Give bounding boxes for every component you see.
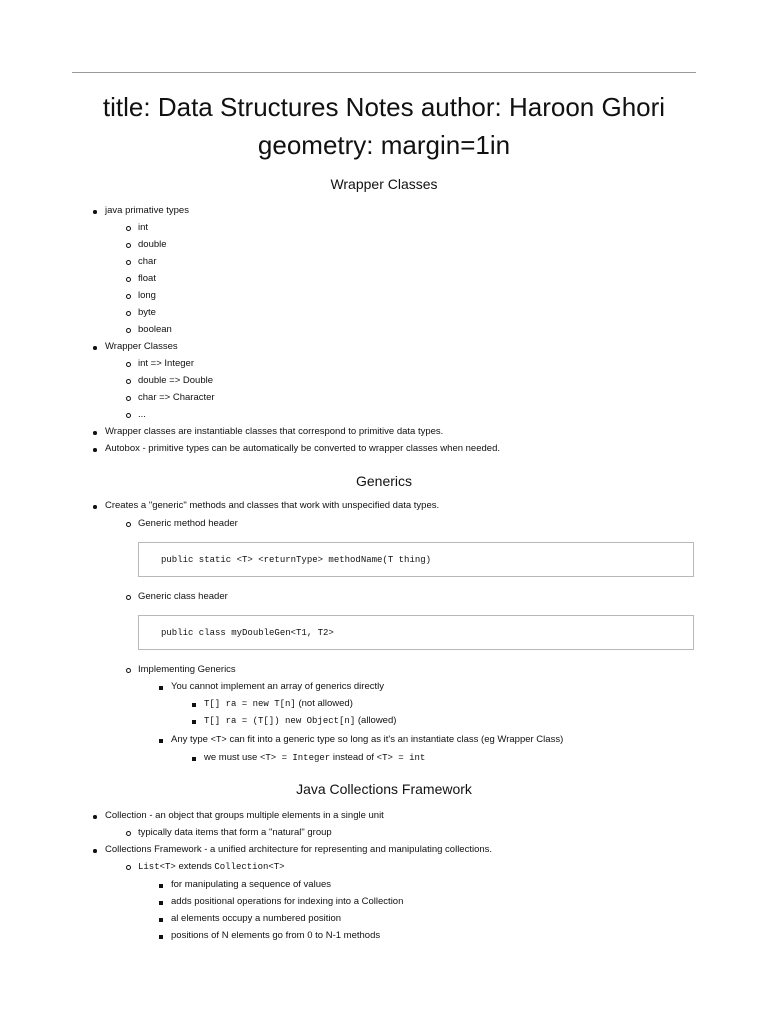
list-item: int [138, 222, 148, 234]
list-item: adds positional operations for indexing into a Collection [171, 896, 403, 908]
bullet-disc-icon [93, 505, 97, 509]
bullet-circle-icon [126, 865, 131, 870]
section-heading-generics: Generics [355, 473, 413, 489]
bullet-square-icon [159, 739, 163, 743]
section-heading-wrapper-classes: Wrapper Classes [330, 176, 438, 192]
list-item: Generic method header [138, 518, 238, 530]
bullet-circle-icon [126, 260, 131, 265]
bullet-circle-icon [126, 668, 131, 673]
code-text: public class myDoubleGen<T1, T2> [161, 628, 334, 638]
list-item: float [138, 273, 156, 285]
list-item: Generic class header [138, 591, 228, 603]
list-item: Implementing Generics [138, 664, 236, 676]
bullet-circle-icon [126, 522, 131, 527]
bullet-square-icon [159, 686, 163, 690]
inline-code: List<T> [138, 862, 176, 872]
list-item: for manipulating a sequence of values [171, 879, 331, 891]
list-item: ... [138, 409, 146, 421]
list-item: typically data items that form a "natural" group [138, 827, 332, 839]
bullet-disc-icon [93, 448, 97, 452]
inline-code: <T> = Integer [259, 753, 331, 763]
bullet-square-icon [159, 884, 163, 888]
list-item: al elements occupy a numbered position [171, 913, 341, 925]
bullet-circle-icon [126, 226, 131, 231]
top-horizontal-rule [72, 72, 696, 73]
list-item: long [138, 290, 156, 302]
bullet-circle-icon [126, 831, 131, 836]
inline-code: <T> [210, 735, 227, 745]
list-item: we must use <T> = Integer instead of <T> = int [204, 752, 425, 764]
list-item: Autobox - primitive types can be automatically be converted to wrapper classes when needed. [105, 443, 500, 455]
bullet-circle-icon [126, 243, 131, 248]
bullet-disc-icon [93, 210, 97, 214]
list-item: boolean [138, 324, 172, 336]
bullet-circle-icon [126, 311, 131, 316]
inline-code: <T> = int [376, 753, 426, 763]
bullet-square-icon [192, 720, 196, 724]
list-item: double => Double [138, 375, 213, 387]
bullet-square-icon [159, 935, 163, 939]
code-block-class-header [138, 615, 694, 650]
bullet-circle-icon [126, 396, 131, 401]
bullet-square-icon [192, 703, 196, 707]
list-item: Collection - an object that groups multiple elements in a single unit [105, 810, 384, 822]
list-item: byte [138, 307, 156, 319]
list-item: List<T> extends Collection<T> [138, 861, 285, 873]
list-item: Creates a "generic" methods and classes that work with unspecified data types. [105, 500, 439, 512]
bullet-disc-icon [93, 815, 97, 819]
bullet-disc-icon [93, 431, 97, 435]
list-item: Collections Framework - a unified architecture for representing and manipulating collections. [105, 844, 492, 856]
list-item: Wrapper classes are instantiable classes that correspond to primitive data types. [105, 426, 443, 438]
bullet-circle-icon [126, 277, 131, 282]
code-block-method-header [138, 542, 694, 577]
list-item: Wrapper Classes [105, 341, 178, 353]
bullet-circle-icon [126, 379, 131, 384]
bullet-square-icon [192, 757, 196, 761]
section-heading-collections: Java Collections Framework [296, 781, 472, 797]
bullet-square-icon [159, 901, 163, 905]
inline-code: T[] ra = (T[]) new Object[n] [204, 716, 356, 726]
list-item: T[] ra = new T[n] (not allowed) [204, 698, 353, 710]
list-item: You cannot implement an array of generics directly [171, 681, 384, 693]
list-item: T[] ra = (T[]) new Object[n] (allowed) [204, 715, 396, 727]
bullet-circle-icon [126, 413, 131, 418]
bullet-circle-icon [126, 328, 131, 333]
bullet-circle-icon [126, 294, 131, 299]
code-text: public static <T> <returnType> methodName(T thing) [161, 555, 432, 565]
bullet-disc-icon [93, 849, 97, 853]
list-item: char [138, 256, 156, 268]
list-item: positions of N elements go from 0 to N-1 methods [171, 930, 380, 942]
list-item: int => Integer [138, 358, 194, 370]
bullet-circle-icon [126, 595, 131, 600]
inline-code: T[] ra = new T[n] [204, 699, 296, 709]
bullet-circle-icon [126, 362, 131, 367]
list-item: double [138, 239, 167, 251]
inline-code: Collection<T> [214, 862, 285, 872]
bullet-square-icon [159, 918, 163, 922]
document-title: title: Data Structures Notes author: Haroon Ghori geometry: margin=1in [102, 92, 666, 160]
list-item: char => Character [138, 392, 215, 404]
list-item: java primative types [105, 205, 189, 217]
bullet-disc-icon [93, 346, 97, 350]
list-item: Any type <T> can fit into a generic type so long as it's an instantiate class (eg Wrapper Class) [171, 734, 563, 746]
